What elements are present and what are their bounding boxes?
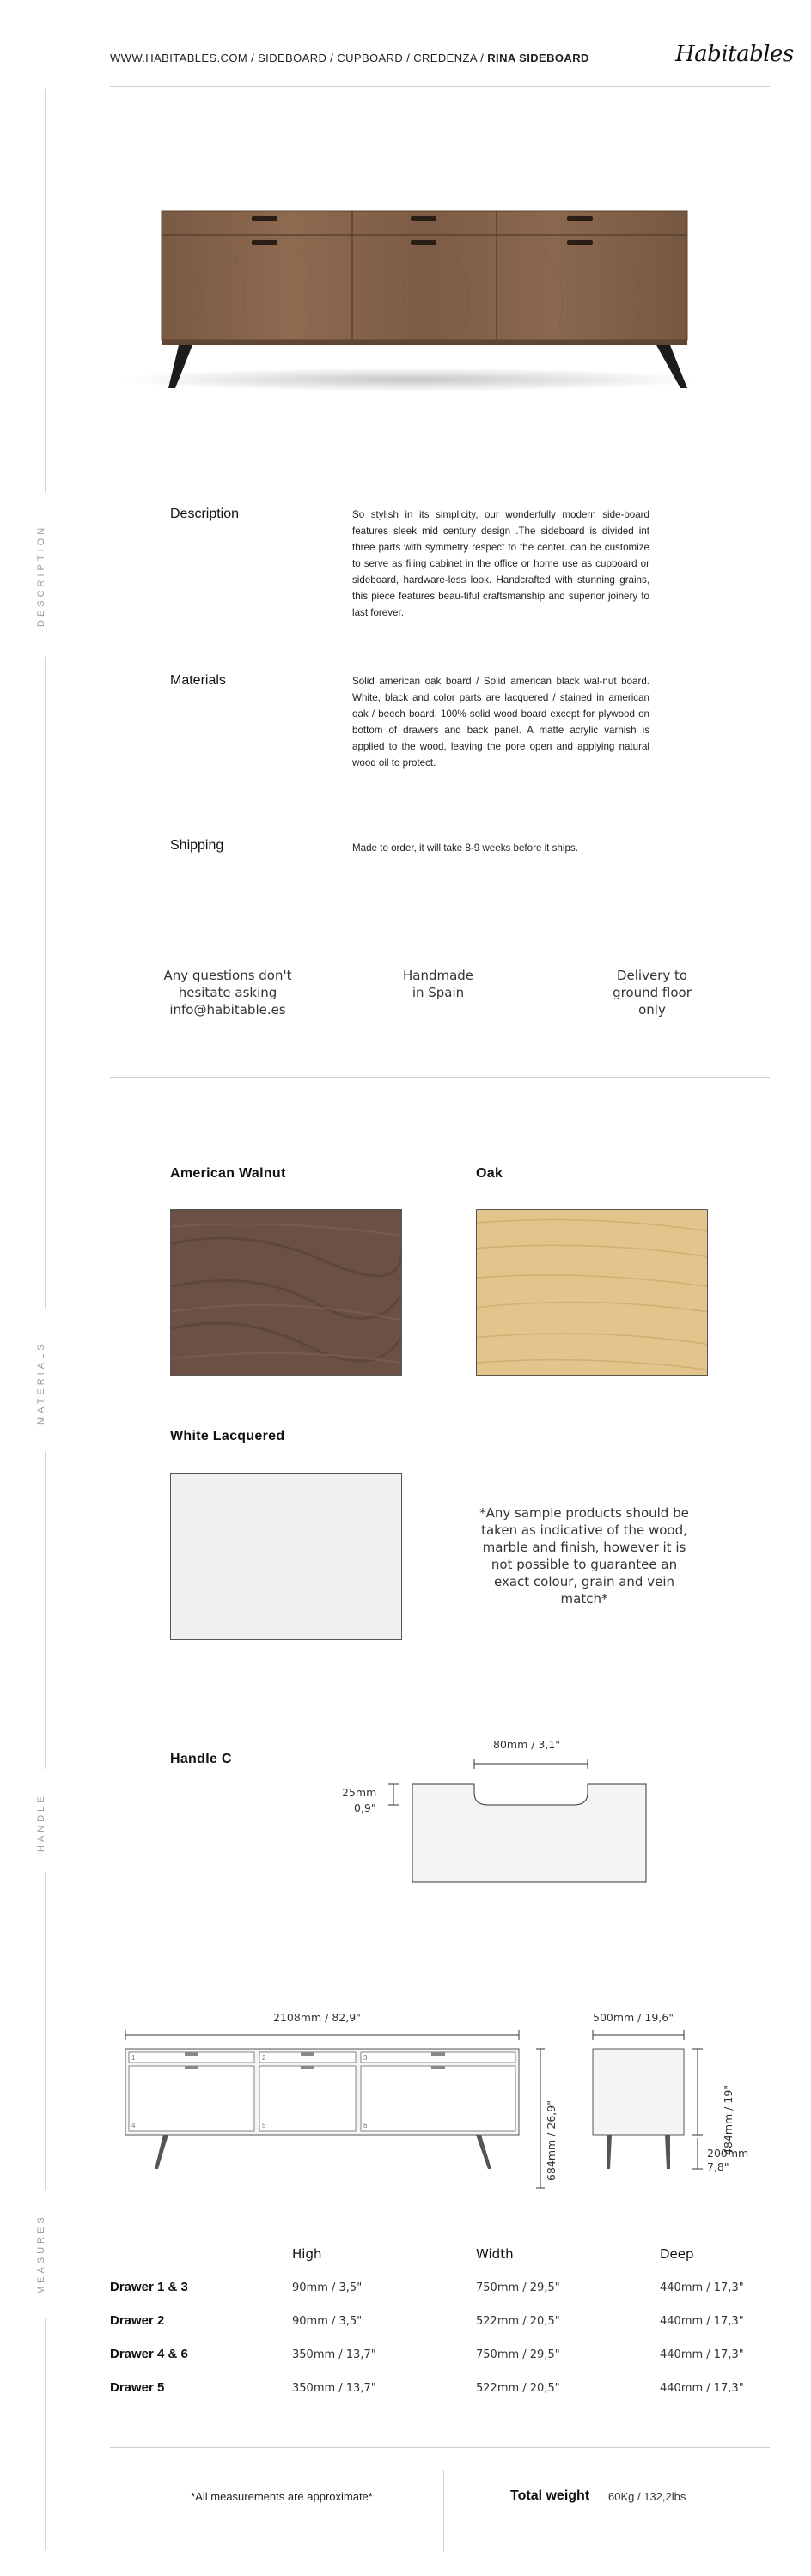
breadcrumb[interactable] bbox=[110, 52, 589, 64]
table-header-width: Width bbox=[476, 2246, 514, 2262]
breadcrumb-current: RINA SIDEBOARD bbox=[487, 52, 589, 64]
handle-width-label: 80mm / 3,1" bbox=[493, 1738, 561, 1751]
leg-height-mm: 200mm bbox=[707, 2147, 749, 2160]
footer-vertical-divider bbox=[443, 2470, 444, 2552]
side-label-materials: MATERIALS bbox=[36, 1340, 46, 1425]
drawer-number-1: 1 bbox=[131, 2054, 136, 2062]
cell-deep: 440mm / 17,3" bbox=[660, 2281, 744, 2294]
walnut-title: American Walnut bbox=[170, 1166, 286, 1181]
total-weight-value: 60Kg / 132,2lbs bbox=[608, 2490, 686, 2503]
footer-divider bbox=[110, 2447, 770, 2448]
side-line bbox=[45, 1451, 46, 1769]
side-label-measures: MEASURES bbox=[36, 2214, 46, 2294]
cell-width: 522mm / 20,5" bbox=[476, 2315, 560, 2328]
description-text: So stylish in its simplicity, our wonderfully modern side-board features sleek mid century design .The sideboard is divided int three parts with symmetry respect to the center. can be customize to serve as filing cabinet in the office or home use as cupboard or sideboard, hardware-less look. Handcrafted with stunning grains, this piece features beau-tiful craftsmanship and superior joinery to last forever. bbox=[352, 509, 649, 618]
cell-width: 750mm / 29,5" bbox=[476, 2281, 560, 2294]
side-line bbox=[45, 2318, 46, 2550]
handle-drawing bbox=[378, 1752, 653, 1889]
cell-width: 522mm / 20,5" bbox=[476, 2382, 560, 2395]
oak-title: Oak bbox=[476, 1166, 503, 1181]
drawer-number-4: 4 bbox=[131, 2122, 136, 2129]
cell-deep: 440mm / 17,3" bbox=[660, 2382, 744, 2395]
row-label: Drawer 1 & 3 bbox=[110, 2280, 188, 2294]
drawer-number-2: 2 bbox=[262, 2054, 266, 2062]
handle-depth-in: 0,9" bbox=[354, 1801, 376, 1814]
side-line bbox=[45, 657, 46, 1309]
materials-text: Solid american oak board / Solid american black wal-nut board. White, black and color parts are lacquered / stained in american oak / beech board. 100% solid wood board except for plywood on bottom of drawers and back panel. A matte acrylic varnish is applied to the wood, leaving the pore open and applying natural wood oil to protect. bbox=[352, 676, 649, 769]
side-width-label: 500mm / 19,6" bbox=[593, 2011, 674, 2024]
white-lacquered-title: White Lacquered bbox=[170, 1429, 285, 1443]
shipping-title: Shipping bbox=[170, 838, 224, 853]
front-view-drawing bbox=[120, 2026, 533, 2181]
table-header-deep: Deep bbox=[660, 2246, 694, 2262]
sample-disclaimer: *Any sample products should be taken as indicative of the wood, marble and finish, however it is not possible to guarantee an exact colour, grain and vein match* bbox=[479, 1505, 689, 1607]
header-divider bbox=[110, 86, 770, 87]
measurements-note: *All measurements are approximate* bbox=[191, 2490, 373, 2503]
drawer-number-3: 3 bbox=[363, 2054, 368, 2062]
oak-swatch[interactable] bbox=[476, 1209, 708, 1376]
cell-high: 350mm / 13,7" bbox=[292, 2348, 376, 2361]
side-view-drawing bbox=[589, 2026, 710, 2181]
cell-high: 350mm / 13,7" bbox=[292, 2382, 376, 2395]
description-title: Description bbox=[170, 507, 240, 521]
side-line bbox=[45, 89, 46, 493]
breadcrumb-path[interactable]: WWW.HABITABLES.COM / SIDEBOARD / CUPBOARD / CREDENZA / bbox=[110, 52, 488, 64]
body-height-label: 484mm / 19" bbox=[722, 2084, 735, 2155]
cell-high: 90mm / 3,5" bbox=[292, 2315, 363, 2328]
white-lacquered-swatch[interactable] bbox=[170, 1473, 402, 1640]
side-line bbox=[45, 1872, 46, 2190]
total-height-label: 684mm / 26,9" bbox=[545, 2100, 558, 2181]
section-divider bbox=[110, 1077, 770, 1078]
total-weight-label: Total weight bbox=[510, 2488, 590, 2503]
cell-deep: 440mm / 17,3" bbox=[660, 2315, 744, 2328]
table-header-high: High bbox=[292, 2246, 322, 2262]
handle-title: Handle C bbox=[170, 1752, 232, 1766]
row-label: Drawer 4 & 6 bbox=[110, 2347, 188, 2361]
cell-width: 750mm / 29,5" bbox=[476, 2348, 560, 2361]
front-width-label: 2108mm / 82,9" bbox=[273, 2011, 361, 2024]
cell-deep: 440mm / 17,3" bbox=[660, 2348, 744, 2361]
row-label: Drawer 5 bbox=[110, 2380, 165, 2395]
drawer-number-5: 5 bbox=[262, 2122, 266, 2129]
walnut-swatch[interactable] bbox=[170, 1209, 402, 1376]
questions-feature[interactable]: Any questions don't hesitate asking info@habitable.es bbox=[163, 968, 292, 1018]
shipping-text: Made to order, it will take 8-9 weeks before it ships. bbox=[352, 842, 578, 854]
drawer-number-6: 6 bbox=[363, 2122, 368, 2129]
cell-high: 90mm / 3,5" bbox=[292, 2281, 363, 2294]
handle-depth-mm: 25mm bbox=[342, 1786, 377, 1799]
delivery-feature: Delivery to ground floor only bbox=[613, 968, 692, 1018]
brand-logo[interactable]: Habitables bbox=[675, 41, 794, 67]
side-label-handle: HANDLE bbox=[36, 1793, 46, 1853]
total-height-dimension bbox=[536, 2047, 545, 2190]
row-label: Drawer 2 bbox=[110, 2313, 165, 2328]
handmade-feature: Handmade in Spain bbox=[402, 968, 474, 1000]
sideboard-product-image bbox=[110, 180, 711, 404]
leg-height-in: 7,8" bbox=[707, 2160, 729, 2173]
materials-title: Materials bbox=[170, 673, 226, 688]
side-label-description: DESCRIPTION bbox=[36, 524, 46, 627]
